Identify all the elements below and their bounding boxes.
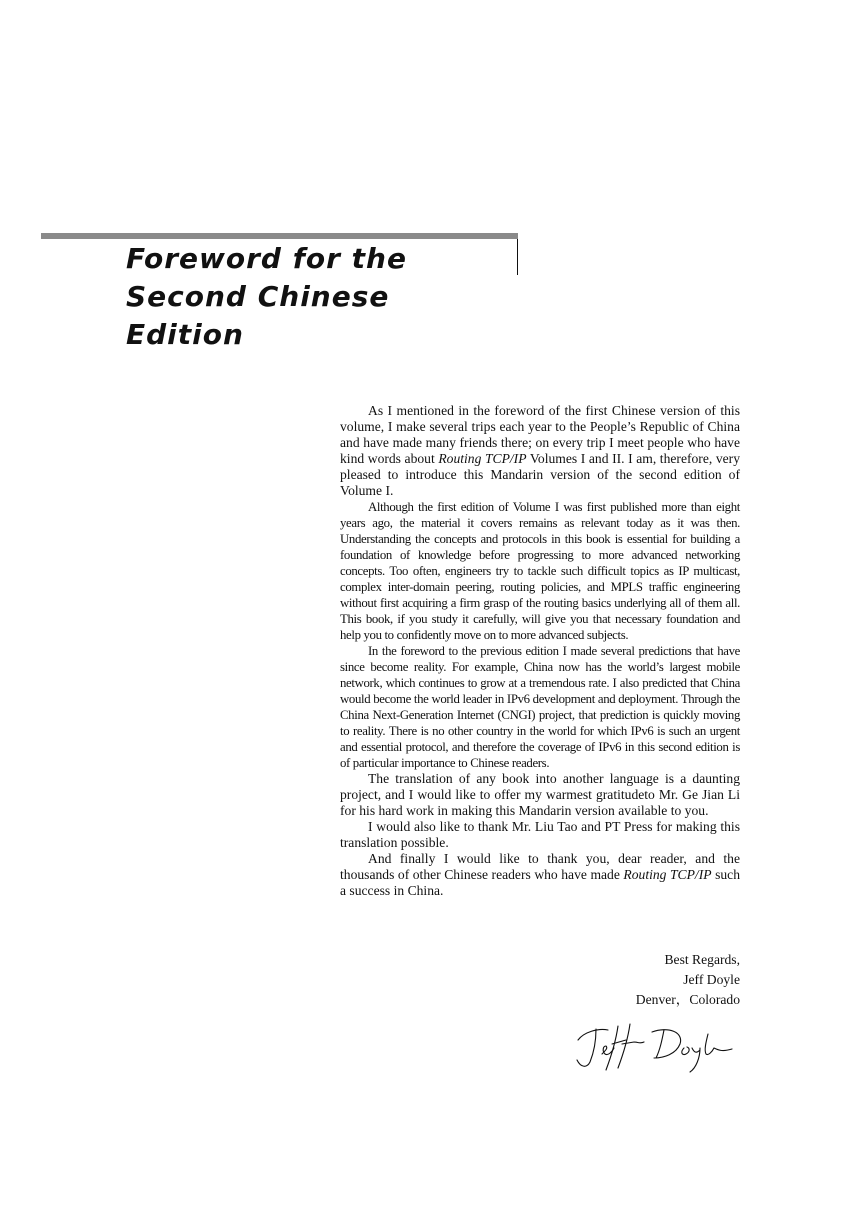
- closing-regards: Best Regards,: [664, 952, 740, 967]
- book-title-emphasis: Routing TCP/IP: [438, 451, 527, 466]
- chapter-title: [126, 240, 506, 354]
- closing-block: [540, 950, 740, 1010]
- title-vertical-rule: [517, 239, 518, 275]
- paragraph-6-text-a: And finally I would like to thank you, dear reader, and the thousands of other Chinese readers who have made: [340, 851, 740, 882]
- paragraph-6-text-b: such a success in China.: [340, 867, 740, 898]
- paragraph-6: [340, 851, 740, 899]
- paragraph-2: Although the first edition of Volume I was first published more than eight years ago, the material it covers remains as relevant today as it was then. Understanding the concepts and protocols in this book is essential for building a foundation of knowledge before progressing to more advanced networking concepts. Too often, engineers try to tackle such difficult topics as IP multicast, complex inter-domain peering, routing policies, and MPLS traffic engineering without first acquiring a firm grasp of the routing basics underlying all of them all. This book, if you study it carefully, will give you that necessary foundation and help you to confidently move on to more advanced subjects.: [340, 500, 740, 642]
- closing-name: Jeff Doyle: [683, 972, 740, 987]
- title-rule: [41, 233, 518, 239]
- handwritten-signature: [572, 1018, 736, 1074]
- chapter-title-line-3: Edition: [126, 318, 244, 351]
- paragraph-3: In the foreword to the previous edition I made several predictions that have since become reality. For example, China now has the world’s largest mobile network, which continues to grow at a tremendous rate. I also predicted that China would become the world leader in IPv6 development and deployment. Through the China Next-Generation Internet (CNGI) project, that prediction is quickly moving to reality. There is no other country in the world for which IPv6 is such an urgent and essential protocol, and therefore the coverage of IPv6 in this second edition is of particular importance to Chinese readers.: [340, 644, 740, 770]
- paragraph-5: I would also like to thank Mr. Liu Tao and PT Press for making this translation possible.: [340, 819, 740, 850]
- paragraph-1-text-a: As I mentioned in the foreword of the first Chinese version of this volume, I make several trips each year to the People’s Republic of China and have made many friends there; on every trip I meet people who have kind words about: [340, 403, 740, 466]
- book-title-emphasis: Routing TCP/IP: [623, 867, 712, 882]
- paragraph-4: The translation of any book into another language is a daunting project, and I would like to offer my warmest gratitudeto Mr. Ge Jian Li for his hard work in making this Mandarin version available to you.: [340, 771, 740, 818]
- chapter-title-line-2: Second Chinese: [126, 280, 390, 313]
- foreword-body: [340, 403, 740, 899]
- chapter-title-line-1: Foreword for the: [126, 242, 407, 275]
- paragraph-1: [340, 403, 740, 499]
- closing-location: Denver，Colorado: [635, 992, 740, 1007]
- paragraph-1-text-b: Volumes I and II. I am, therefore, very pleased to introduce this Mandarin version of the second edition of Volume I.: [340, 451, 740, 498]
